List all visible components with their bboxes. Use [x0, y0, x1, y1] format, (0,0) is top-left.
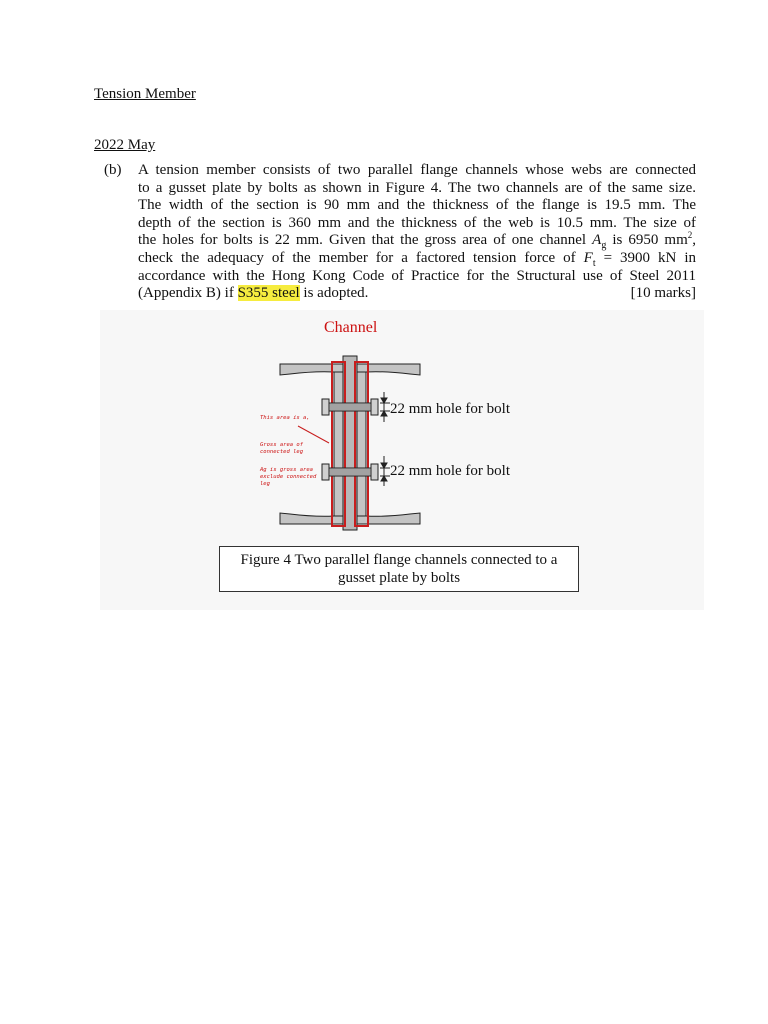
handwritten-note-area: This area is a, — [260, 415, 310, 421]
line-text: is 6950 mm — [606, 232, 688, 249]
line-text: = 3900 kN in — [595, 249, 696, 266]
top-hole-dimension-arrows — [380, 392, 390, 422]
question-part-label: (b) — [104, 162, 122, 178]
channel-label: Channel — [324, 319, 378, 336]
unit-superscript: 2 — [687, 230, 693, 241]
left-channel-web — [334, 366, 343, 522]
bottom-hole-dimension-arrows — [380, 456, 390, 486]
handwritten-note-gross-area: Gross area of connected leg — [260, 442, 304, 455]
section-title: Tension Member — [94, 86, 196, 102]
exam-date: 2022 May — [94, 137, 156, 153]
right-channel-web — [357, 366, 366, 522]
question-line: The width of the section is 90 mm and the thickness of the flange is 19.5 mm. The — [138, 197, 696, 214]
question-line — [138, 250, 696, 268]
line-text: the holes for bolts is 22 mm. Given that the gross area of one channel — [138, 232, 593, 249]
question-line: A tension member consists of two parallel flange channels whose webs are connected — [138, 162, 696, 178]
line-text-part: is adopted. — [299, 285, 369, 302]
caption-line-2: gusset plate by bolts — [337, 570, 461, 586]
question-line: depth of the section is 360 mm and the thickness of the web is 10.5 mm. The size of — [138, 214, 696, 231]
marks-label: [10 marks] — [630, 285, 696, 302]
bottom-hole-label: 22 mm hole for bolt — [390, 463, 510, 479]
question-line — [138, 285, 696, 303]
figure-caption — [219, 546, 579, 592]
top-hole-label: 22 mm hole for bolt — [390, 401, 510, 417]
figure-4 — [100, 310, 704, 610]
handwritten-note-ag: Ag is gross area exclude connected leg — [260, 467, 317, 487]
line-text: check the adequacy of the member for a factored tension force of — [138, 249, 584, 266]
force-subscript: t — [592, 257, 596, 269]
area-symbol: A — [592, 232, 602, 249]
line-text-part: (Appendix B) if — [138, 285, 238, 302]
question-line — [138, 232, 696, 250]
question-text — [138, 162, 696, 303]
line-text: , — [692, 232, 696, 249]
question-line: to a gusset plate by bolts as shown in Figure 4. The two channels are of the same size. — [138, 179, 696, 196]
caption-line-1: Figure 4 Two parallel flange channels connected to a — [240, 552, 558, 568]
line-text — [138, 285, 368, 303]
area-subscript: g — [601, 240, 607, 252]
force-symbol: F — [583, 249, 593, 266]
highlighted-steel-grade: S355 steel — [237, 285, 300, 302]
question-line: accordance with the Hong Kong Code of Practice for the Structural use of Steel 2011 — [138, 267, 696, 284]
annotation-pointer-line — [298, 426, 329, 443]
